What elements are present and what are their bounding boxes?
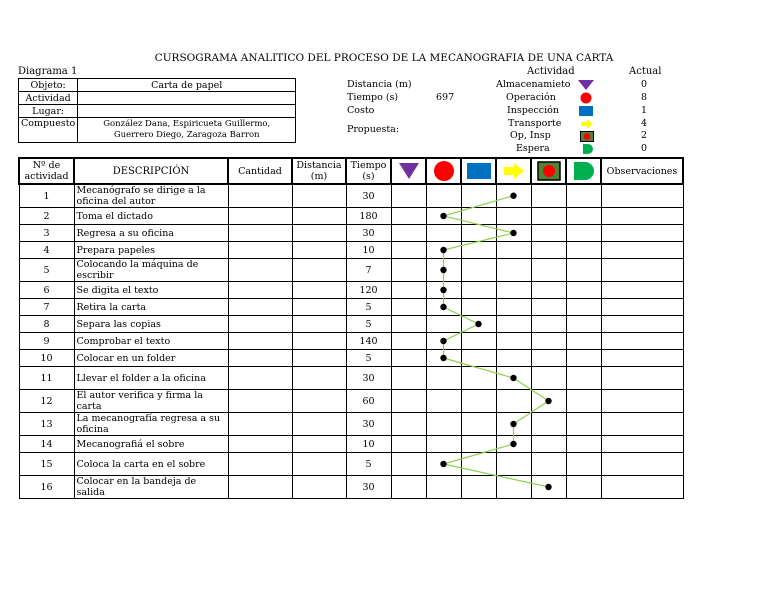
table-row [19,350,683,367]
legend-triangle [578,80,594,90]
row-symbol-cell [391,208,426,225]
row-symbol-cell [461,390,496,413]
info-table [18,78,296,143]
row-num: 12 [19,390,74,413]
row-symbol-cell [391,184,426,208]
row-qty [228,282,292,299]
row-num: 13 [19,413,74,436]
row-desc: Prepara papeles [74,242,228,259]
header-time [346,158,391,184]
row-symbol-cell [426,299,461,316]
storage-icon [577,79,595,91]
row-symbol-cell [496,282,531,299]
row-desc: Regresa a su oficina [74,225,228,242]
row-symbol-cell [496,259,531,282]
row-qty [228,390,292,413]
row-time: 30 [346,413,391,436]
row-symbol-cell [391,350,426,367]
info-value [78,105,296,118]
row-symbol-cell [391,282,426,299]
row-qty [228,316,292,333]
row-symbol-cell [496,476,531,499]
row-time: 5 [346,453,391,476]
header-wait [566,158,601,184]
row-obs [601,367,683,390]
row-obs [601,225,683,242]
legend-label-operation: Operación [506,92,556,103]
row-num: 8 [19,316,74,333]
row-symbol-cell [566,282,601,299]
row-obs [601,350,683,367]
row-symbol-cell [566,436,601,453]
row-obs [601,476,683,499]
legend-label-storage: Almacenamieto [496,79,571,90]
info-key: Compuesto [19,118,78,143]
row-time: 5 [346,350,391,367]
row-num: 15 [19,453,74,476]
header-dist [292,158,346,184]
row-symbol-cell [566,259,601,282]
row-symbol-cell [566,390,601,413]
table-row [19,390,683,413]
row-dist [292,333,346,350]
row-qty [228,367,292,390]
row-symbol-cell [496,453,531,476]
row-qty [228,436,292,453]
row-symbol-cell [461,299,496,316]
row-symbol-cell [531,350,566,367]
row-symbol-cell [391,413,426,436]
row-num: 10 [19,350,74,367]
inspection-icon [467,163,491,179]
row-symbol-cell [426,367,461,390]
row-time: 30 [346,184,391,208]
row-dist [292,367,346,390]
row-desc: Retira la carta [74,299,228,316]
legend-count-inspection: 1 [641,105,648,116]
operation-icon [579,92,593,104]
row-num: 4 [19,242,74,259]
row-symbol-cell [391,453,426,476]
legend-label-op-insp: Op, Insp [510,130,551,141]
info-row-compuesto [19,118,296,143]
transport-icon [580,119,594,129]
row-desc: Separa las copias [74,316,228,333]
row-symbol-cell [461,413,496,436]
row-symbol-cell [461,367,496,390]
row-symbol-cell [531,367,566,390]
row-symbol-cell [426,208,461,225]
row-time: 30 [346,476,391,499]
row-num: 2 [19,208,74,225]
row-qty [228,225,292,242]
row-symbol-cell [461,436,496,453]
row-symbol-cell [531,299,566,316]
row-symbol-cell [531,413,566,436]
row-symbol-cell [496,413,531,436]
row-symbol-cell [566,350,601,367]
row-symbol-cell [496,390,531,413]
row-dist [292,436,346,453]
row-qty [228,208,292,225]
row-obs [601,282,683,299]
row-symbol-cell [496,367,531,390]
row-symbol-cell [496,225,531,242]
row-symbol-cell [461,453,496,476]
table-row [19,259,683,282]
row-dist [292,184,346,208]
table-row [19,242,683,259]
row-symbol-cell [496,316,531,333]
row-symbol-cell [566,316,601,333]
row-symbol-cell [496,350,531,367]
row-dist [292,259,346,282]
row-qty [228,333,292,350]
row-dist [292,208,346,225]
info-value [78,92,296,105]
row-symbol-cell [496,333,531,350]
row-symbol-cell [531,225,566,242]
row-qty [228,350,292,367]
cost-label: Costo [347,105,375,116]
header-desc: DESCRIPCIÓN [74,158,228,184]
operation-icon [433,160,455,182]
row-dist [292,476,346,499]
row-symbol-cell [461,242,496,259]
row-symbol-cell [461,184,496,208]
row-symbol-cell [566,476,601,499]
row-symbol-cell [566,333,601,350]
row-symbol-cell [426,436,461,453]
row-desc: Colocando la máquina de escribir [74,259,228,282]
row-symbol-cell [566,184,601,208]
row-qty [228,476,292,499]
header-dist-text: Distancia (m) [296,160,342,182]
row-symbol-cell [426,282,461,299]
row-time: 30 [346,367,391,390]
header-obs: Observaciones [601,158,683,184]
row-symbol-cell [461,282,496,299]
row-symbol-cell [531,184,566,208]
info-row-lugar [19,105,296,118]
row-symbol-cell [496,208,531,225]
row-symbol-cell [391,259,426,282]
row-symbol-cell [566,225,601,242]
row-symbol-cell [496,242,531,259]
row-time: 60 [346,390,391,413]
row-symbol-cell [531,436,566,453]
row-obs [601,413,683,436]
row-symbol-cell [391,390,426,413]
row-symbol-cell [566,367,601,390]
row-symbol-cell [566,453,601,476]
row-obs [601,436,683,453]
row-symbol-cell [566,242,601,259]
row-num: 5 [19,259,74,282]
row-desc: Se digita el texto [74,282,228,299]
row-desc: Toma el dictado [74,208,228,225]
header-num-text: Nº de actividad [24,160,69,182]
row-symbol-cell [461,208,496,225]
row-qty [228,242,292,259]
legend-count-operation: 8 [641,92,648,103]
row-symbol-cell [461,316,496,333]
page-title: CURSOGRAMA ANALITICO DEL PROCESO DE LA MECANOGRAFIA DE UNA CARTA [154,52,614,64]
row-time: 5 [346,316,391,333]
row-symbol-cell [531,208,566,225]
header-inspection [461,158,496,184]
row-symbol-cell [531,242,566,259]
row-symbol-cell [391,436,426,453]
row-symbol-cell [391,242,426,259]
row-symbol-cell [426,476,461,499]
row-symbol-cell [426,413,461,436]
row-symbol-cell [531,390,566,413]
row-symbol-cell [531,316,566,333]
row-num: 1 [19,184,74,208]
row-num: 16 [19,476,74,499]
row-qty [228,413,292,436]
table-row [19,299,683,316]
row-desc: El autor verifica y firma la carta [74,390,228,413]
row-obs [601,299,683,316]
row-symbol-cell [531,476,566,499]
row-symbol-cell [496,184,531,208]
row-num: 6 [19,282,74,299]
table-row [19,367,683,390]
process-table [18,157,684,499]
storage-icon [398,162,420,180]
header-transport [496,158,531,184]
row-obs [601,259,683,282]
row-symbol-cell [426,316,461,333]
row-num: 7 [19,299,74,316]
row-qty [228,259,292,282]
row-symbol-cell [566,208,601,225]
row-qty [228,184,292,208]
row-obs [601,316,683,333]
row-qty [228,299,292,316]
row-dist [292,242,346,259]
inspection-icon [578,106,594,116]
row-symbol-cell [496,299,531,316]
time-label: Tiempo (s) [347,92,399,103]
row-num: 9 [19,333,74,350]
row-obs [601,390,683,413]
table-row [19,184,683,208]
op-insp-icon [537,161,561,181]
info-value [78,118,296,143]
actual-header: Actual [629,66,662,77]
row-time: 140 [346,333,391,350]
row-symbol-cell [426,259,461,282]
row-num: 11 [19,367,74,390]
wait-icon [573,162,595,180]
row-desc: Mecanografiá el sobre [74,436,228,453]
header-op-insp [531,158,566,184]
row-symbol-cell [461,333,496,350]
row-time: 10 [346,436,391,453]
row-symbol-cell [391,367,426,390]
time-value: 697 [436,92,455,103]
row-symbol-cell [531,282,566,299]
wait-icon [582,144,594,154]
row-symbol-cell [496,436,531,453]
op-insp-icon [580,131,594,142]
row-dist [292,413,346,436]
info-key: Actividad [19,92,78,105]
table-row [19,436,683,453]
row-symbol-cell [461,476,496,499]
legend-count-transport: 4 [641,118,648,129]
info-value: Carta de papel [78,79,296,92]
row-time: 30 [346,225,391,242]
row-symbol-cell [391,299,426,316]
row-desc: La mecanografía regresa a su oficina [74,413,228,436]
row-symbol-cell [461,350,496,367]
row-symbol-cell [566,299,601,316]
row-dist [292,299,346,316]
row-symbol-cell [391,476,426,499]
row-obs [601,453,683,476]
header-qty: Cantidad [228,158,292,184]
table-row [19,453,683,476]
legend-count-op-insp: 2 [641,130,648,141]
row-symbol-cell [426,350,461,367]
info-row-objeto [19,79,296,92]
row-symbol-cell [461,225,496,242]
transport-icon [503,162,525,180]
row-time: 5 [346,299,391,316]
row-num: 14 [19,436,74,453]
row-symbol-cell [531,453,566,476]
info-row-actividad [19,92,296,105]
header-storage [391,158,426,184]
row-desc: Llevar el folder a la oficina [74,367,228,390]
table-row [19,413,683,436]
row-time: 7 [346,259,391,282]
row-dist [292,390,346,413]
row-time: 180 [346,208,391,225]
table-row [19,476,683,499]
row-desc: Colocar en la bandeja de salida [74,476,228,499]
table-row [19,208,683,225]
table-row [19,225,683,242]
row-dist [292,316,346,333]
row-symbol-cell [531,333,566,350]
table-row [19,282,683,299]
row-dist [292,453,346,476]
row-symbol-cell [426,225,461,242]
row-symbol-cell [391,316,426,333]
table-row [19,333,683,350]
row-obs [601,242,683,259]
row-desc: Colocar en un folder [74,350,228,367]
legend-label-wait: Espera [516,143,550,154]
row-dist [292,225,346,242]
row-time: 120 [346,282,391,299]
proposal-label: Propuesta: [347,124,400,135]
row-num: 3 [19,225,74,242]
header-operation [426,158,461,184]
row-symbol-cell [426,333,461,350]
row-obs [601,208,683,225]
row-symbol-cell [391,225,426,242]
row-symbol-cell [461,259,496,282]
row-desc: Comprobar el texto [74,333,228,350]
row-desc: Coloca la carta en el sobre [74,453,228,476]
distance-label: Distancia (m) [347,79,412,90]
row-symbol-cell [566,413,601,436]
legend-count-wait: 0 [641,143,648,154]
info-key: Objeto: [19,79,78,92]
legend-count-storage: 0 [641,79,648,90]
row-qty [228,453,292,476]
activity-header: Actividad [527,66,575,77]
row-dist [292,350,346,367]
diagram-label: Diagrama 1 [18,66,78,77]
row-symbol-cell [426,184,461,208]
row-dist [292,282,346,299]
authors-text: González Dana, Espiricueta Guillermo, Guerrero Diego, Zaragoza Barron [103,119,271,140]
row-symbol-cell [426,390,461,413]
legend-label-inspection: Inspección [507,105,559,116]
row-symbol-cell [426,242,461,259]
header-num [19,158,74,184]
info-key: Lugar: [19,105,78,118]
row-symbol-cell [391,333,426,350]
header-row [19,158,683,184]
legend-label-transport: Transporte [508,118,562,129]
row-symbol-cell [531,259,566,282]
row-desc: Mecanógrafo se dirige a la oficina del autor [74,184,228,208]
row-time: 10 [346,242,391,259]
row-obs [601,184,683,208]
row-symbol-cell [426,453,461,476]
header-time-text: Tiempo (s) [350,160,387,182]
table-row [19,316,683,333]
row-obs [601,333,683,350]
